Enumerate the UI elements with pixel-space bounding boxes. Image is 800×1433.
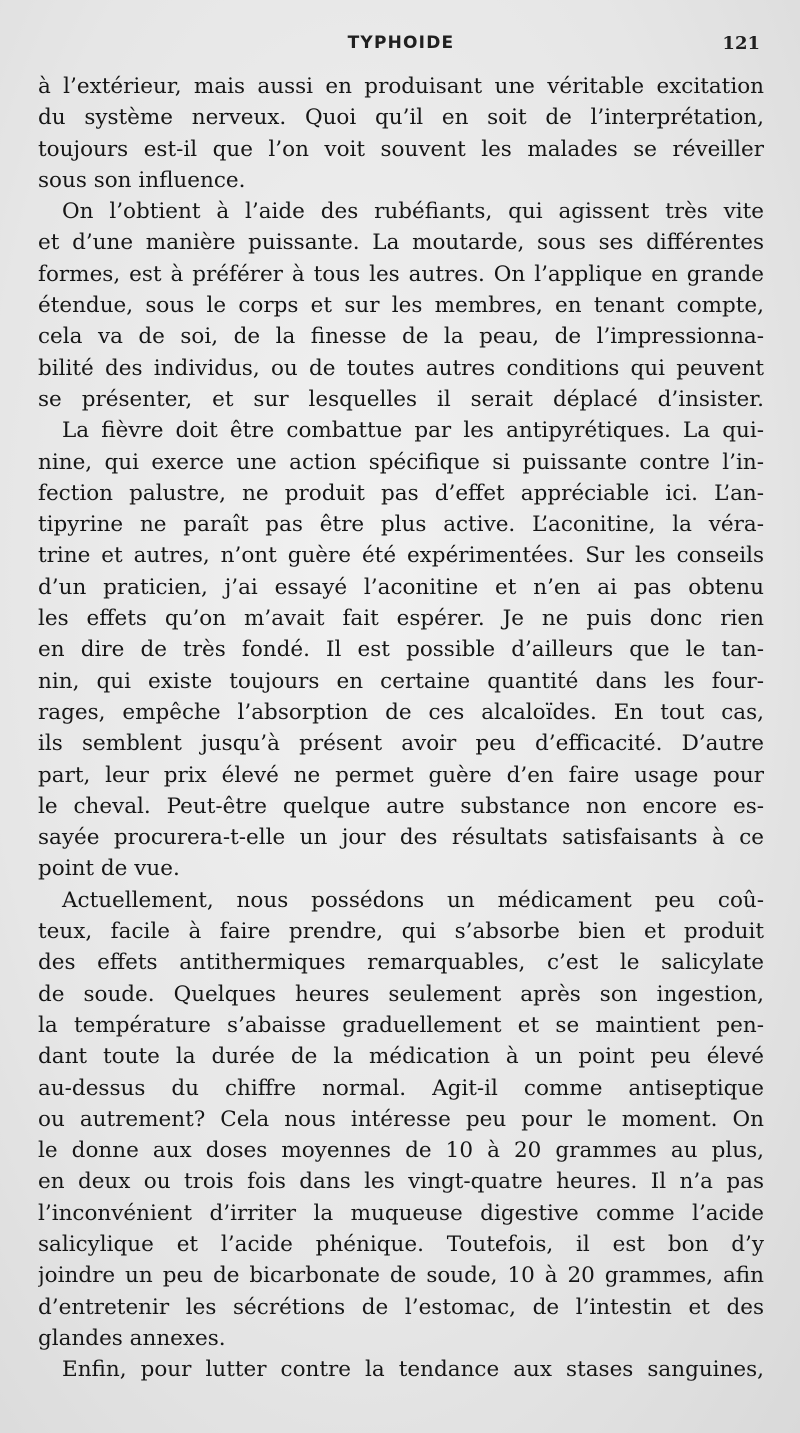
text-line: La fièvre doit être combattue par les antipyrétiques. La qui-	[62, 418, 764, 444]
text-line: étendue, sous le corps et sur les membres, en tenant compte,	[38, 293, 764, 319]
text-line: cela va de soi, de la finesse de la peau, de l’impressionna-	[38, 324, 764, 350]
text-line: nine, qui exerce une action spécifique si puissante contre l’in-	[38, 449, 764, 475]
paragraph-3	[38, 415, 764, 884]
text-line: en deux ou trois fois dans les vingt-quatre heures. Il n’a pas	[38, 1169, 764, 1195]
text-line: teux, facile à faire prendre, qui s’absorbe bien et produit	[38, 919, 764, 945]
text-line: toujours est-il que l’on voit souvent les malades se réveiller	[38, 136, 764, 162]
text-line: ou autrement? Cela nous intéresse peu pour le moment. On	[38, 1106, 764, 1132]
text-line: fection palustre, ne produit pas d’effet appréciable ici. L’an-	[38, 480, 764, 506]
running-header	[38, 33, 764, 59]
text-line: et d’une manière puissante. La moutarde, sous ses différentes	[38, 230, 764, 256]
text-line: de soude. Quelques heures seulement après son ingestion,	[38, 981, 764, 1007]
text-line: sous son influence.	[38, 167, 246, 193]
text-line: du système nerveux. Quoi qu’il en soit de l’interprétation,	[38, 105, 764, 131]
text-line: d’un praticien, j’ai essayé l’aconitine et n’en ai pas obtenu	[38, 574, 764, 600]
text-line: tipyrine ne paraît pas être plus active. L’aconitine, la véra-	[38, 512, 764, 538]
paragraph-2	[38, 196, 764, 415]
page-number: 121	[722, 33, 760, 54]
text-line: glandes annexes.	[38, 1325, 226, 1351]
text-line: Enfin, pour lutter contre la tendance aux stases sanguines,	[62, 1357, 764, 1383]
text-line: part, leur prix élevé ne permet guère d’en faire usage pour	[38, 762, 764, 788]
text-line: point de vue.	[38, 856, 180, 882]
text-line: le cheval. Peut-être quelque autre substance non encore es-	[38, 793, 764, 819]
text-line: des effets antithermiques remarquables, c’est le salicylate	[38, 950, 764, 976]
paragraph-5	[38, 1354, 764, 1385]
text-line: On l’obtient à l’aide des rubéfiants, qui agissent très vite	[62, 199, 764, 225]
text-line: ils semblent jusqu’à présent avoir peu d’efficacité. D’autre	[38, 731, 764, 757]
text-line: sayée procurera-t-elle un jour des résultats satisfaisants à ce	[38, 825, 764, 851]
text-line: joindre un peu de bicarbonate de soude, 10 à 20 grammes, afin	[38, 1263, 764, 1289]
running-title: TYPHOIDE	[347, 33, 455, 53]
text-line: salicylique et l’acide phénique. Toutefois, il est bon d’y	[38, 1231, 764, 1257]
text-line: au-dessus du chiffre normal. Agit-il comme antiseptique	[38, 1075, 764, 1101]
text-line: trine et autres, n’ont guère été expérimentées. Sur les conseils	[38, 543, 764, 569]
text-line: les effets qu’on m’avait fait espérer. Je ne puis donc rien	[38, 606, 764, 632]
text-line: se présenter, et sur lesquelles il serait déplacé d’insister.	[38, 386, 764, 412]
text-line: bilité des individus, ou de toutes autres conditions qui peuvent	[38, 355, 764, 381]
text-line: nin, qui existe toujours en certaine quantité dans les four-	[38, 668, 764, 694]
text-line: rages, empêche l’absorption de ces alcaloïdes. En tout cas,	[38, 699, 764, 725]
text-line: le donne aux doses moyennes de 10 à 20 grammes au plus,	[38, 1138, 764, 1164]
text-line: Actuellement, nous possédons un médicament peu coû-	[62, 887, 764, 913]
text-line: en dire de très fondé. Il est possible d’ailleurs que le tan-	[38, 637, 764, 663]
paragraph-4	[38, 885, 764, 1354]
text-line: d’entretenir les sécrétions de l’estomac, de l’intestin et des	[38, 1294, 764, 1320]
text-line: à l’extérieur, mais aussi en produisant une véritable excitation	[38, 74, 764, 99]
paragraph-1	[38, 71, 764, 196]
text-line: dant toute la durée de la médication à un point peu élevé	[38, 1044, 764, 1070]
text-line: la température s’abaisse graduellement et se maintient pen-	[38, 1012, 764, 1038]
text-line: formes, est à préférer à tous les autres. On l’applique en grande	[38, 261, 764, 287]
body-text	[38, 71, 764, 1385]
text-line: l’inconvénient d’irriter la muqueuse digestive comme l’acide	[38, 1200, 764, 1226]
